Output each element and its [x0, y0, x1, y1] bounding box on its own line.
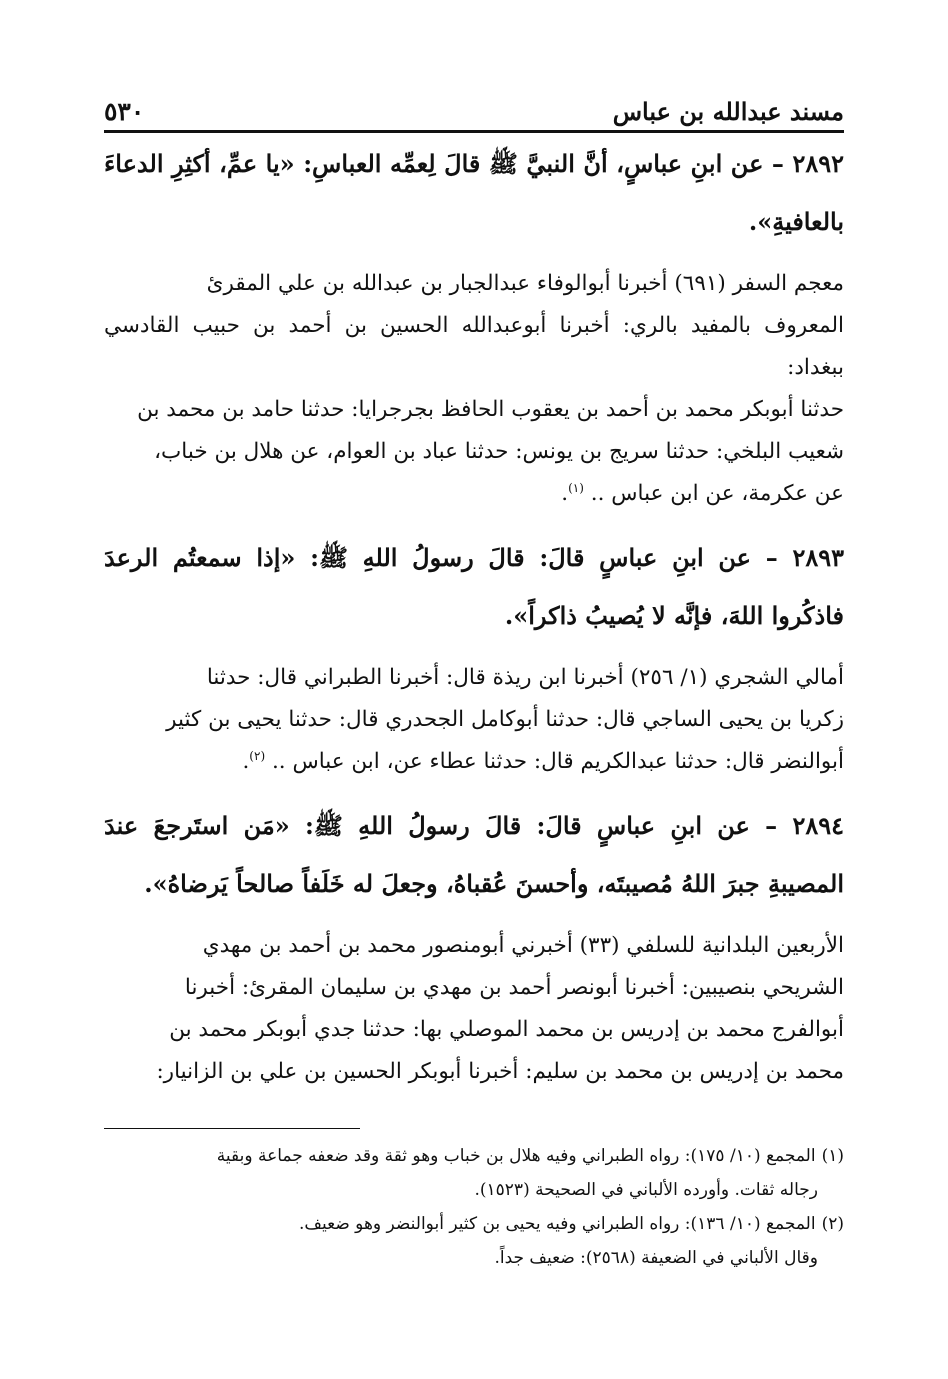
- source-line: زكريا بن يحيى الساجي قال: حدثنا أبوكامل الجحدري قال: حدثنا يحيى بن كثير: [166, 707, 844, 732]
- source-line: المعروف بالمفيد بالري: أخبرنا أبوعبدالله الحسين بن أحمد بن حبيب القادسي ببغداد:: [104, 313, 844, 380]
- source-line: حدثنا أبوبكر محمد بن أحمد بن يعقوب الحافظ بجرجرايا: حدثنا حامد بن محمد بن: [137, 397, 844, 422]
- source-line: شعيب البلخي: حدثنا سريج بن يونس: حدثنا عباد بن العوام، عن هلال بن خباب،: [154, 439, 844, 464]
- hadith-2892: ٢٨٩٢ – عن ابنِ عباسٍ، أنَّ النبيَّ ﷺ قالَ لِعمِّه العباسِ: «يا عمِّ، أكثِرِ الدعاءَ بالعافيةِ».: [104, 149, 844, 236]
- footnote-text: المجمع (١٠/ ١٣٦): رواه الطبراني وفيه يحيى بن كثير أبوالنضر وهو ضعيف.: [299, 1214, 816, 1234]
- source-line: الشريحي بنصيبين: أخبرنا أبونصر أحمد بن مهدي بن سليمان المقرئ: أخبرنا: [184, 975, 844, 1000]
- source-line: أبوالفرج محمد بن إدريس بن محمد الموصلي بها: حدثنا جدي أبوبكر محمد بن: [169, 1017, 844, 1042]
- footnote-text: المجمع (١٠/ ١٧٥): رواه الطبراني وفيه هلال بن خباب وهو ثقة وقد ضعفه جماعة وبقية: [216, 1146, 816, 1166]
- hadith-2893: ٢٨٩٣ – عن ابنِ عباسٍ قالَ: قالَ رسولُ اللهِ ﷺ: «إذا سمعتُم الرعدَ فاذكُروا اللهَ، فإنَّه لا يُصيبُ ذاكراً».: [104, 543, 844, 630]
- source-line: معجم السفر (٦٩١) أخبرنا أبوالوفاء عبدالجبار بن عبدالله بن علي المقرئ: [206, 271, 844, 296]
- source-line-last: أبوالنضر قال: حدثنا عبدالكريم قال: حدثنا عطاء عن، ابن عباس .. $^{(٢)}$.: [242, 748, 844, 774]
- footnote-1-continuation: رجاله ثقات. وأورده الألباني في الصحيحة (١٥٢٣).: [474, 1180, 818, 1200]
- footnote-2: [104, 1207, 844, 1241]
- source-line-text: أبوالنضر قال: حدثنا عبدالكريم قال: حدثنا عطاء عن، ابن عباس ..: [271, 749, 844, 774]
- source-2892: [104, 263, 844, 515]
- footnotes: [104, 1112, 844, 1275]
- footnote-1: [104, 1139, 844, 1173]
- source-line-text: عن عكرمة، عن ابن عباس ..: [590, 481, 844, 506]
- page-number: ٥٣٠: [104, 97, 145, 126]
- hadith-2894: ٢٨٩٤ – عن ابنِ عباسٍ قالَ: قالَ رسولُ اللهِ ﷺ: «مَن استَرجعَ عندَ المصيبةِ جبرَ اللهُ مُصيبتَه، وأحسنَ عُقباهُ، وجعلَ له خَلَفاً صالحاً يَرضاهُ».: [104, 811, 844, 898]
- footnote-number: (١): [821, 1146, 844, 1166]
- source-line: الأربعين البلدانية للسلفي (٣٣) أخبرني أبومنصور محمد بن أحمد بن مهدي: [202, 933, 844, 958]
- source-line: أمالي الشجري (١/ ٢٥٦) أخبرنا ابن ريذة قال: أخبرنا الطبراني قال: حدثنا: [206, 665, 844, 690]
- footnote-2-continuation: وقال الألباني في الضعيفة (٢٥٦٨): ضعيف جداً.: [494, 1248, 818, 1268]
- footnote-number: (٢): [821, 1214, 844, 1234]
- footnote-ref-2[interactable]: (٢): [249, 748, 266, 763]
- footnote-ref-1[interactable]: (١): [568, 480, 584, 495]
- source-line-last: عن عكرمة، عن ابن عباس .. $^{(١)}$.: [561, 480, 844, 506]
- footnote-divider: [104, 1128, 360, 1129]
- running-title: مسند عبدالله بن عباس: [612, 97, 844, 126]
- page-header: [104, 82, 844, 133]
- source-2893: [104, 657, 844, 783]
- source-line: محمد بن إدريس بن محمد بن سليم: أخبرنا أبوبكر الحسين بن علي بن الزانيار:: [156, 1059, 844, 1084]
- source-2894: [104, 925, 844, 1093]
